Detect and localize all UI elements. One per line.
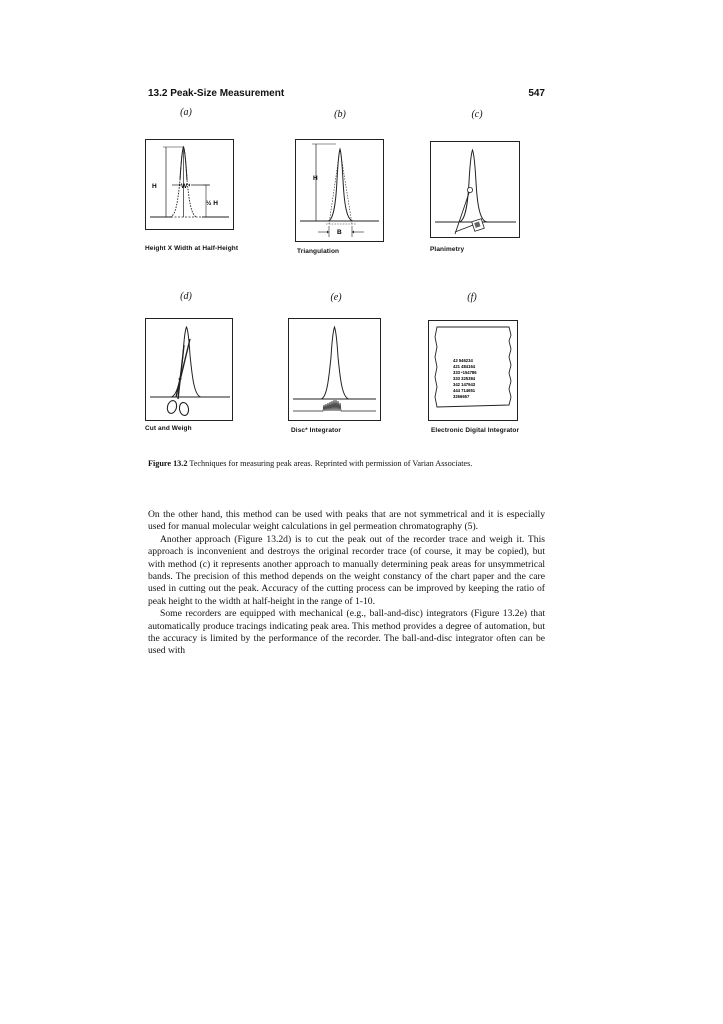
panel-letter-c: (c) [471, 109, 483, 120]
body-text [148, 509, 545, 658]
tangent-left [329, 149, 340, 224]
peak-curve [328, 149, 353, 221]
figure-label: Figure 13.2 [148, 459, 188, 468]
panel-letter-b: (b) [334, 109, 346, 120]
section-title: 13.2 Peak-Size Measurement [148, 88, 285, 99]
printout-row: 342 147943 [453, 382, 476, 387]
panel-b-triangulation [295, 139, 384, 242]
paragraph: On the other hand, this method can be used with peaks that are not symmetrical and it is especially used for manual molecular weight calculations in gel permeation chromatography (5). [148, 509, 545, 533]
panel-d-cut-and-weigh [145, 318, 233, 421]
panel-f-digital-integrator [428, 320, 518, 421]
caption-e: Disc* Integrator [291, 427, 342, 434]
panel-letter-a: (a) [180, 107, 192, 118]
panel-c-planimetry [430, 141, 520, 238]
peak-curve [321, 327, 349, 399]
scissor-handle-2 [178, 402, 189, 416]
triangulation-diagram [296, 140, 383, 241]
caption-f: Electronic Digital Integrator [431, 427, 520, 434]
figure-caption-text: Techniques for measuring peak areas. Reprinted with permission of Varian Associates. [189, 459, 473, 468]
paragraph: Some recorders are equipped with mechanical (e.g., ball-and-disc) integrators (Figure 13.2e) that automatically produce tracings indicating peak area. This method provides a degree of automation, but the accuracy is limited by the performance of the recorder. The ball-and-disc integrator often can be used with [148, 608, 545, 657]
printout-row: 421 484164 [453, 364, 476, 369]
scissor-pivot [179, 378, 182, 381]
half-height-diagram [146, 140, 233, 229]
scissor-handle-1 [166, 400, 178, 415]
integrator-trace [293, 400, 376, 411]
digital-integrator-diagram [429, 321, 517, 420]
printout-row: 43 546234 [453, 358, 473, 363]
label-width: W [181, 183, 188, 190]
arrowhead-right [188, 184, 190, 187]
panel-letter-f: (f) [467, 292, 477, 303]
panel-e-disc-integrator [288, 318, 381, 421]
running-head [148, 88, 545, 102]
label-base: B [337, 229, 342, 236]
caption-a: Height X Width at Half-Height [145, 245, 239, 252]
label-height: H [313, 175, 318, 182]
scissor-blade-2 [178, 345, 184, 399]
printout-row: 444 714651 [453, 388, 476, 393]
page-number: 547 [528, 88, 545, 99]
figure-caption [148, 458, 545, 469]
panel-letter-e: (e) [330, 292, 342, 303]
cut-and-weigh-diagram [146, 319, 232, 420]
caption-b: Triangulation [297, 248, 340, 255]
tracer-point [467, 187, 472, 192]
printout-row: 333 325384 [453, 376, 476, 381]
label-half-height: ½ H [206, 200, 218, 207]
printout-row: 3266657 [453, 394, 470, 399]
caption-d: Cut and Weigh [145, 425, 192, 432]
tangent-right [340, 149, 352, 224]
planimetry-diagram [431, 142, 519, 237]
label-height: H [152, 183, 157, 190]
peak-curve [171, 327, 201, 397]
panel-a-half-height [145, 139, 234, 230]
disc-integrator-diagram [289, 319, 380, 420]
caption-c: Planimetry [430, 246, 465, 253]
panel-letter-d: (d) [180, 291, 192, 302]
printout-row: 333 •154786 [453, 370, 477, 375]
paragraph: Another approach (Figure 13.2d) is to cut the peak out of the recorder trace and weigh it. This approach is inconvenient and destroys the original recorder trace (of course, it may be copied), but with method (c) it represents another approach to manually determining peak areas for unsymmetrical bands. The precision of this method depends on the weight constancy of the chart paper and the care used in cutting out the peak. Accuracy of the cutting process can be improved by keeping the ratio of peak height to the width at half-height in the range of 1-10. [148, 533, 545, 607]
